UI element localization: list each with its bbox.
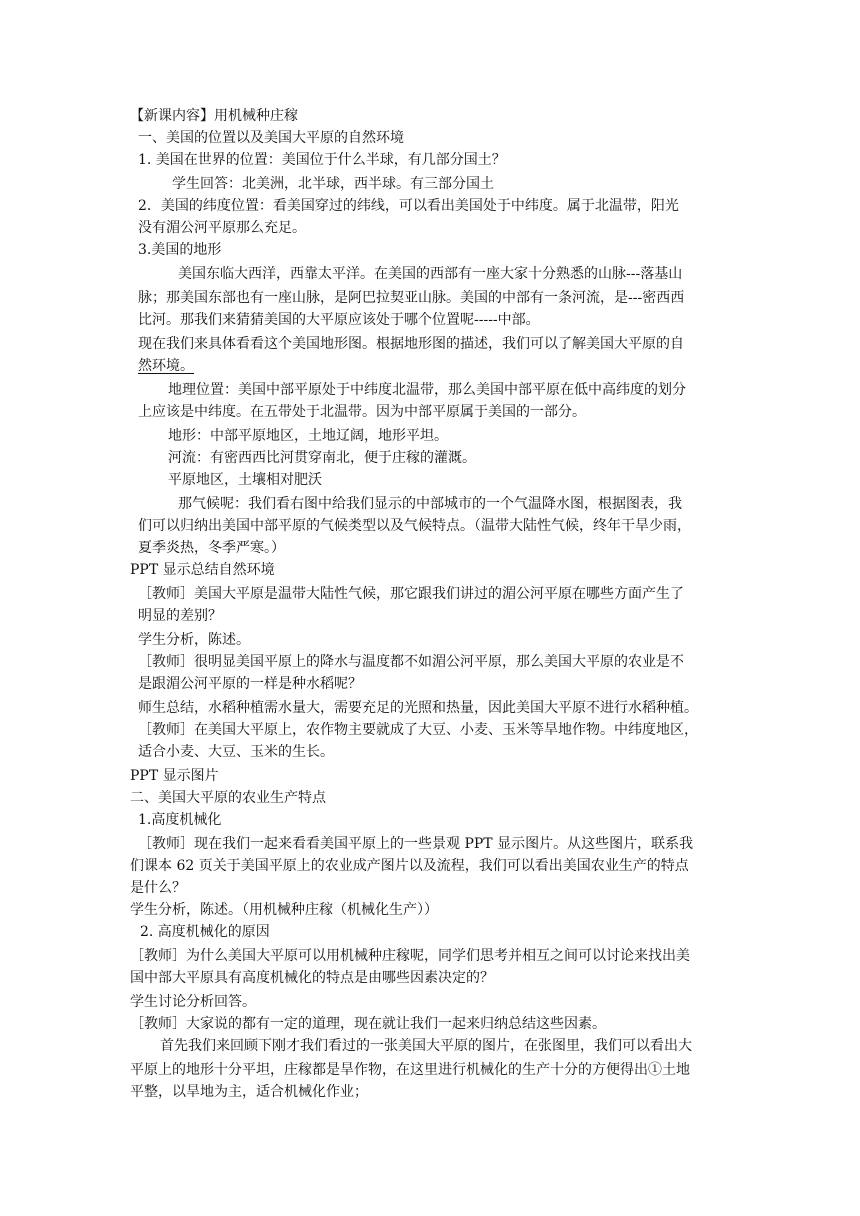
item-mechanization-heading: 1.高度机械化 <box>138 812 222 828</box>
student-answer-1: 学生回答：北美洲，北半球，西半球。有三部分国土 <box>172 176 494 192</box>
terrain-paragraph-line-2: 脉；那美国东部也有一座山脉，是阿巴拉契亚山脉。美国的中部有一条河流，是---密西西 <box>138 290 685 306</box>
item-3-heading: 3.美国的地形 <box>138 242 222 258</box>
teacher-question-2-line-2: 是跟湄公河平原的一样是种水稻呢？ <box>138 676 362 692</box>
heading-part-one: 一、美国的位置以及美国大平原的自然环境 <box>138 130 404 146</box>
teacher-landscape-line-1: ［教师］现在我们一起来看看美国平原上的一些景观 PPT 显示图片。从这些图片，联系我 <box>138 836 694 852</box>
heading-part-two: 二、美国大平原的农业生产特点 <box>130 790 326 806</box>
section-heading-new-lesson: 【新课内容】用机械种庄稼 <box>130 108 298 124</box>
geo-position-line-2: 上应该是中纬度。在五带处于北温带。因为中部平原属于美国的一部分。 <box>138 404 586 420</box>
student-discussion: 学生讨论分析回答。 <box>130 994 256 1010</box>
rivers-line: 河流：有密西西比河贯穿南北，便于庄稼的灌溉。 <box>168 450 476 466</box>
item-reasons-heading: 2. 高度机械化的原因 <box>140 924 270 940</box>
teacher-landscape-line-3: 是什么？ <box>130 880 186 896</box>
map-intro-line-1: 现在我们来具体看看这个美国地形图。根据地形图的描述，我们可以了解美国大平原的自 <box>138 336 684 352</box>
teacher-question-1-line-2: 明显的差别？ <box>138 608 222 624</box>
teacher-question-1-line-1: ［教师］美国大平原是温带大陆性气候，那它跟我们讲过的湄公河平原在哪些方面产生了 <box>138 586 684 602</box>
teacher-crops-line-2: 适合小麦、大豆、玉米的生长。 <box>138 744 334 760</box>
review-line-1: 首先我们来回顾下刚才我们看过的一张美国大平原的图片，在张图里，我们可以看出大 <box>160 1038 692 1054</box>
review-line-2: 平原上的地形十分平坦，庄稼都是旱作物，在这里进行机械化的生产十分的方便得出①土地 <box>130 1062 690 1078</box>
climate-line-1: 那气候呢：我们看右图中给我们显示的中部城市的一个气温降水图，根据图表，我 <box>178 496 682 512</box>
item-1-question: 1. 美国在世界的位置：美国位于什么半球，有几部分国土？ <box>138 152 506 168</box>
student-analysis-1: 学生分析，陈述。 <box>138 632 250 648</box>
soil-line: 平原地区，土壤相对肥沃 <box>168 472 322 488</box>
ppt-summary-note: PPT 显示总结自然环境 <box>130 562 275 578</box>
item-2-line-1: 2．美国的纬度位置：看美国穿过的纬线，可以看出美国处于中纬度。属于北温带，阳光 <box>138 198 679 214</box>
review-line-3: 平整，以旱地为主，适合机械化作业； <box>130 1084 368 1100</box>
landform-line: 地形：中部平原地区，土地辽阔，地形平坦。 <box>168 428 448 444</box>
ppt-images-note: PPT 显示图片 <box>130 768 219 784</box>
teacher-summary-intro: ［教师］大家说的都有一定的道理，现在就让我们一起来归纳总结这些因素。 <box>130 1016 606 1032</box>
teacher-reasons-line-2: 国中部大平原具有高度机械化的特点是由哪些因素决定的？ <box>130 970 494 986</box>
terrain-paragraph-line-1: 美国东临大西洋，西靠太平洋。在美国的西部有一座大家十分熟悉的山脉---落基山 <box>178 266 683 282</box>
student-analysis-2: 学生分析，陈述。（用机械种庄稼（机械化生产）） <box>130 902 438 918</box>
teacher-crops-line-1: ［教师］在美国大平原上，农作物主要就成了大豆、小麦、玉米等旱地作物。中纬度地区， <box>138 722 698 738</box>
item-2-line-2: 没有湄公河平原那么充足。 <box>138 220 306 236</box>
climate-line-3: 夏季炎热，冬季严寒。） <box>138 540 285 556</box>
teacher-reasons-line-1: ［教师］为什么美国大平原可以用机械种庄稼呢，同学们思考并相互之间可以讨论来找出美 <box>130 948 690 964</box>
teacher-question-2-line-1: ［教师］很明显美国平原上的降水与温度都不如湄公河平原，那么美国大平原的农业是不 <box>138 654 684 670</box>
map-intro-line-2: 然环境。 <box>138 358 194 374</box>
summary-rice-line: 师生总结，水稻种植需水量大，需要充足的光照和热量，因此美国大平原不进行水稻种植。 <box>138 700 698 716</box>
geo-position-line-1: 地理位置：美国中部平原处于中纬度北温带，那么美国中部平原在低中高纬度的划分 <box>168 382 686 398</box>
terrain-paragraph-line-3: 比河。那我们来猜猜美国的大平原应该处于哪个位置呢-----中部。 <box>138 312 540 328</box>
climate-line-2: 们可以归纳出美国中部平原的气候类型以及气候特点。（温带大陆性气候，终年干旱少雨， <box>138 518 691 534</box>
teacher-landscape-line-2: 们课本 62 页关于美国平原上的农业成产图片以及流程，我们可以看出美国农业生产的特点 <box>130 858 689 874</box>
